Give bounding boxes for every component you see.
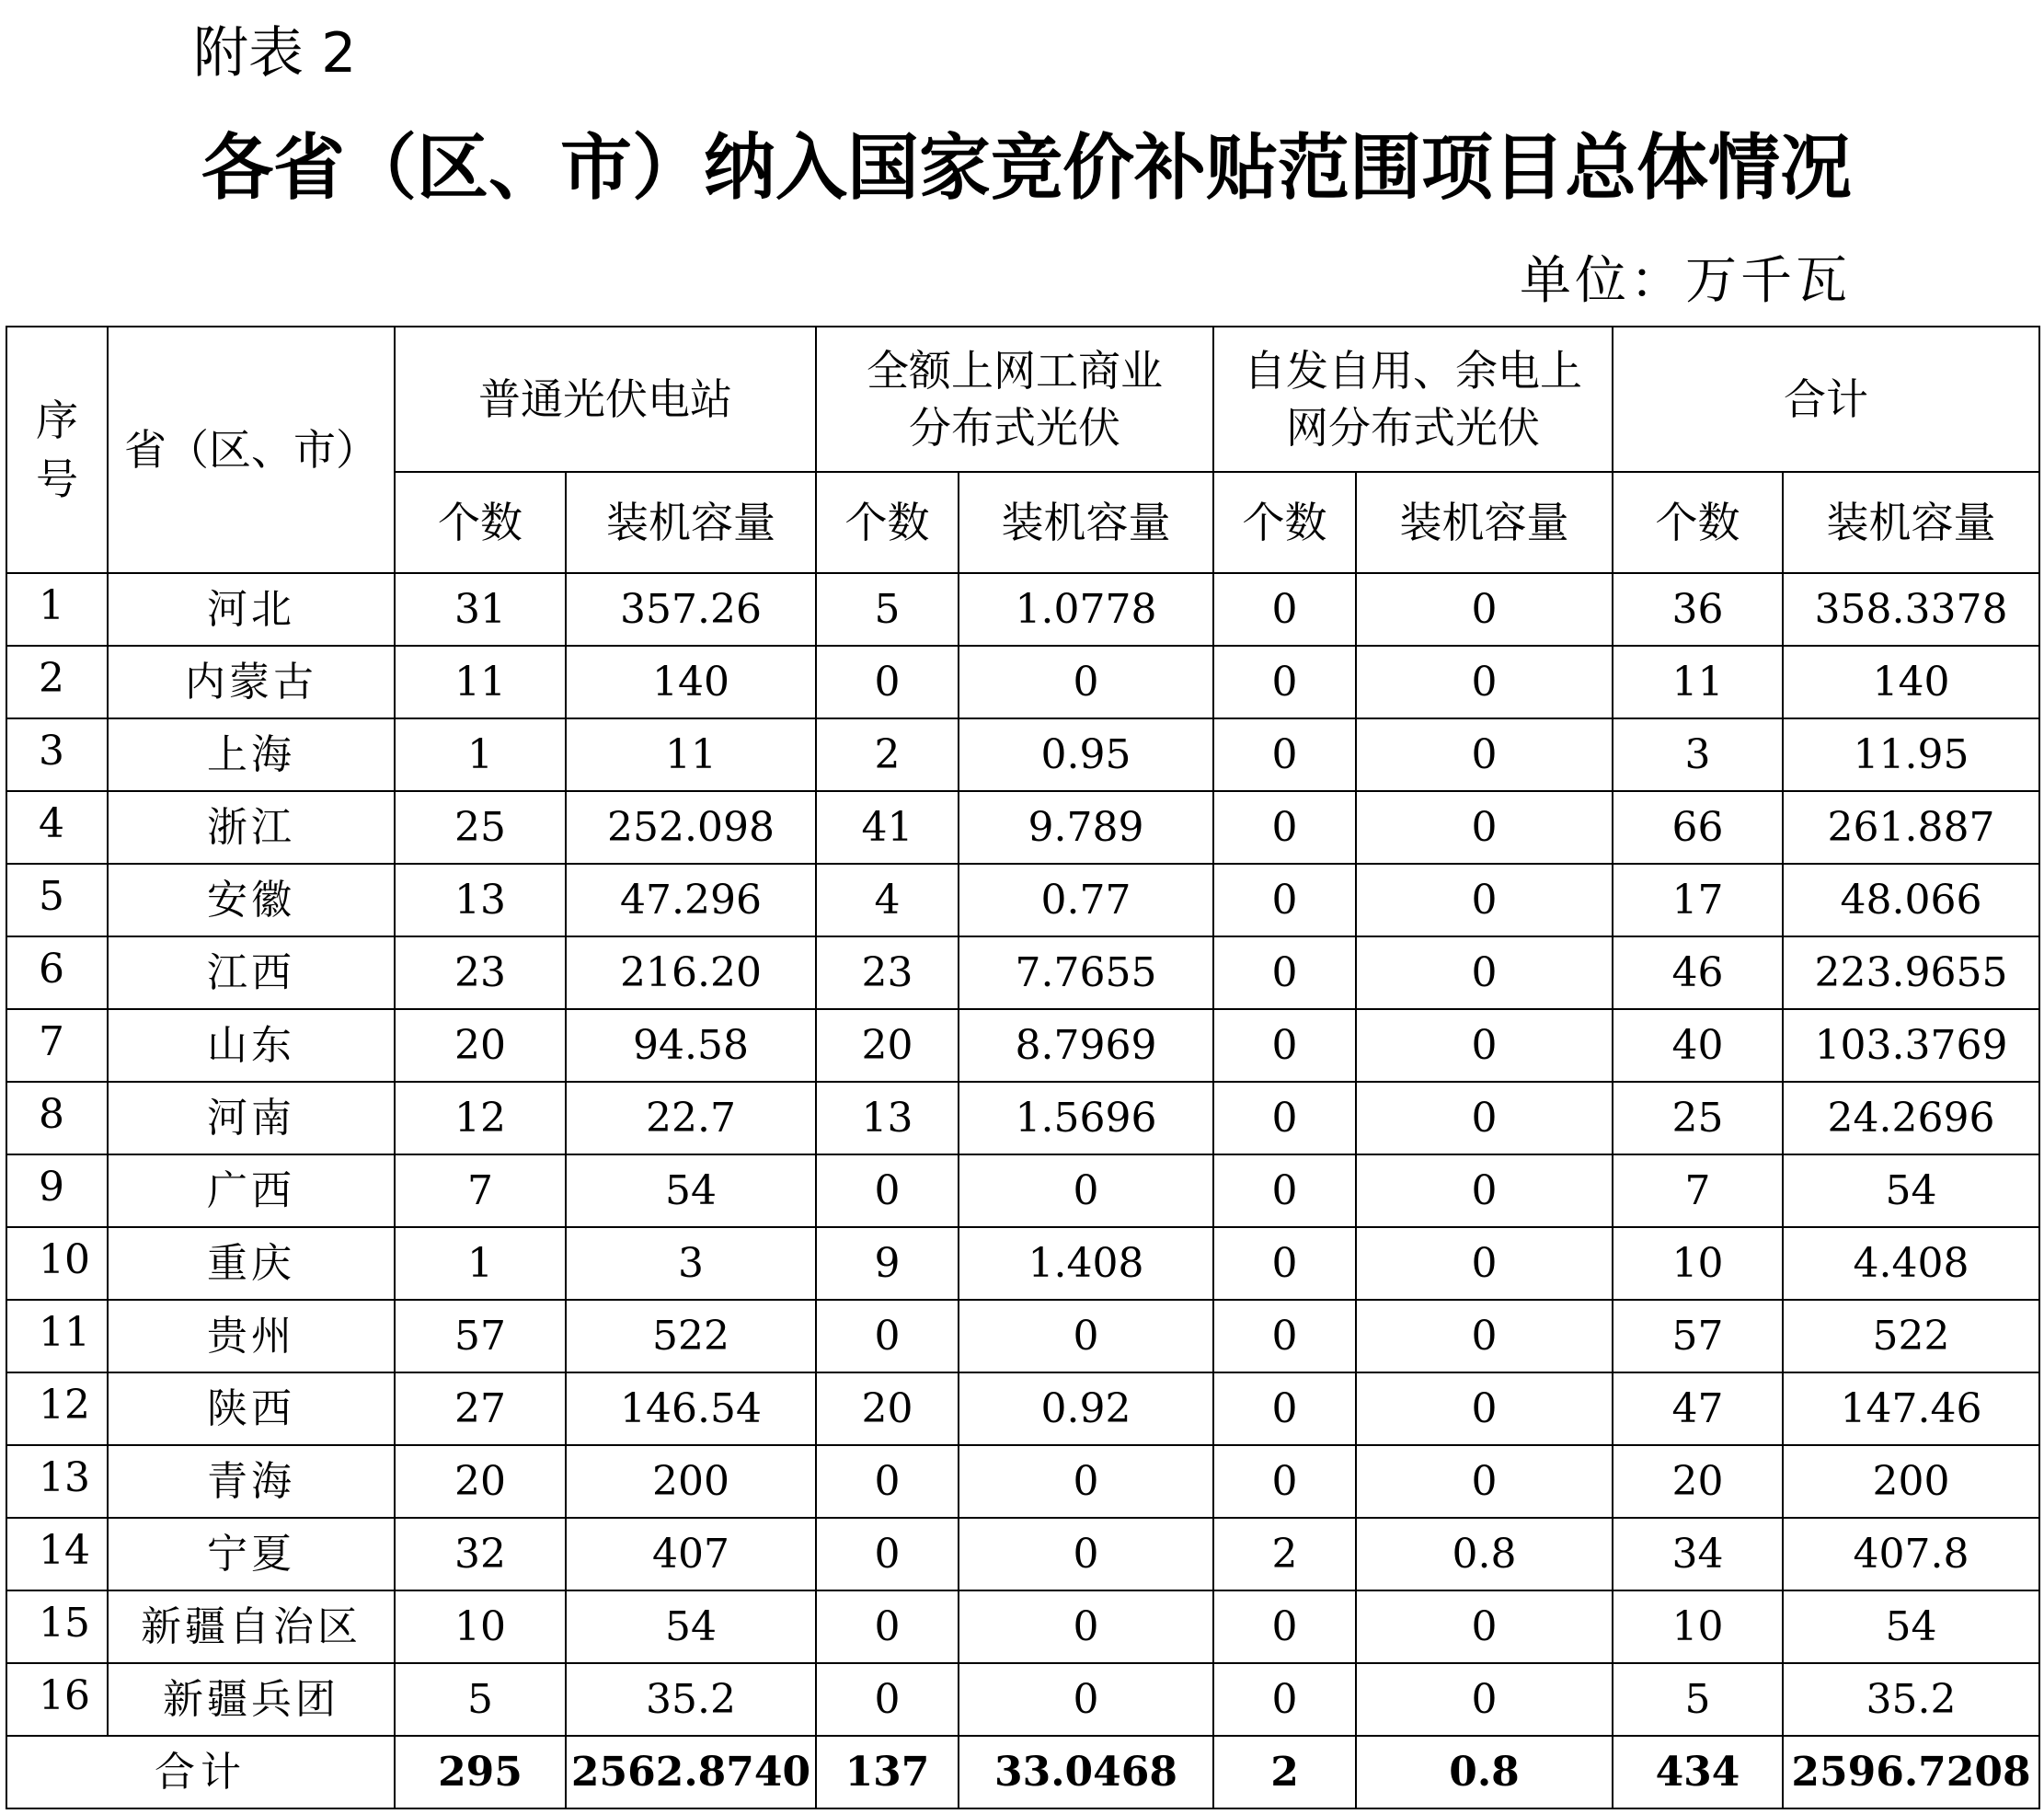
cell-capacity: 261.887	[1783, 791, 2039, 864]
cell-count: 23	[395, 936, 566, 1009]
header-capacity: 装机容量	[1356, 472, 1613, 573]
row-index: 14	[6, 1518, 108, 1590]
header-count: 个数	[1213, 472, 1356, 573]
cell-count: 10	[1613, 1227, 1783, 1300]
header-capacity: 装机容量	[1783, 472, 2039, 573]
cell-capacity: 0	[1356, 1154, 1613, 1227]
cell-count: 11	[395, 646, 566, 718]
row-index: 12	[6, 1372, 108, 1445]
row-index: 5	[6, 864, 108, 936]
cell-count: 4	[816, 864, 959, 936]
cell-capacity: 3	[566, 1227, 816, 1300]
header-group-ground-pv	[395, 327, 816, 472]
total-count: 295	[395, 1736, 566, 1808]
total-label: 合计	[6, 1736, 395, 1808]
row-province: 贵州	[108, 1300, 395, 1372]
row-index: 2	[6, 646, 108, 718]
cell-count: 32	[395, 1518, 566, 1590]
row-province: 河北	[108, 573, 395, 646]
cell-count: 0	[816, 1663, 959, 1736]
total-count: 434	[1613, 1736, 1783, 1808]
total-capacity: 2562.8740	[566, 1736, 816, 1808]
header-count: 个数	[395, 472, 566, 573]
cell-count: 66	[1613, 791, 1783, 864]
cell-capacity: 0.92	[959, 1372, 1213, 1445]
cell-capacity: 1.408	[959, 1227, 1213, 1300]
cell-count: 0	[1213, 1154, 1356, 1227]
cell-count: 0	[1213, 1590, 1356, 1663]
cell-capacity: 0	[1356, 1663, 1613, 1736]
cell-count: 0	[1213, 646, 1356, 718]
row-province: 山东	[108, 1009, 395, 1082]
table-row	[6, 1300, 2039, 1372]
header-count: 个数	[1613, 472, 1783, 573]
cell-count: 25	[395, 791, 566, 864]
cell-capacity: 35.2	[1783, 1663, 2039, 1736]
cell-capacity: 0	[1356, 573, 1613, 646]
row-province: 上海	[108, 718, 395, 791]
cell-count: 13	[816, 1082, 959, 1154]
cell-capacity: 0	[1356, 864, 1613, 936]
row-province: 浙江	[108, 791, 395, 864]
cell-count: 11	[1613, 646, 1783, 718]
cell-count: 57	[1613, 1300, 1783, 1372]
cell-capacity: 9.789	[959, 791, 1213, 864]
cell-count: 5	[1613, 1663, 1783, 1736]
cell-capacity: 0	[1356, 791, 1613, 864]
unit-label: 单位：万千瓦	[1520, 251, 1851, 311]
row-index: 1	[6, 573, 108, 646]
cell-capacity: 0	[959, 1154, 1213, 1227]
cell-capacity: 223.9655	[1783, 936, 2039, 1009]
cell-capacity: 4.408	[1783, 1227, 2039, 1300]
cell-count: 9	[816, 1227, 959, 1300]
cell-count: 20	[816, 1372, 959, 1445]
header-index	[6, 327, 108, 573]
cell-capacity: 0	[1356, 718, 1613, 791]
cell-capacity: 54	[566, 1590, 816, 1663]
row-province: 青海	[108, 1445, 395, 1518]
row-province: 广西	[108, 1154, 395, 1227]
cell-capacity: 0	[1356, 646, 1613, 718]
cell-capacity: 1.0778	[959, 573, 1213, 646]
cell-capacity: 140	[566, 646, 816, 718]
cell-count: 0	[1213, 1663, 1356, 1736]
cell-count: 0	[816, 1518, 959, 1590]
cell-count: 0	[1213, 1082, 1356, 1154]
table-row	[6, 718, 2039, 791]
cell-count: 0	[816, 646, 959, 718]
header-group-total	[1613, 327, 2039, 472]
cell-count: 0	[1213, 718, 1356, 791]
total-capacity: 0.8	[1356, 1736, 1613, 1808]
cell-capacity: 0	[1356, 1372, 1613, 1445]
header-group-label: 全额上网工商业 分布式光伏	[867, 346, 1163, 453]
table-row	[6, 1154, 2039, 1227]
cell-capacity: 0	[959, 1590, 1213, 1663]
cell-capacity: 0.8	[1356, 1518, 1613, 1590]
cell-capacity: 522	[1783, 1300, 2039, 1372]
cell-count: 25	[1613, 1082, 1783, 1154]
cell-count: 20	[395, 1445, 566, 1518]
table-row	[6, 1009, 2039, 1082]
table-row	[6, 791, 2039, 864]
cell-count: 17	[1613, 864, 1783, 936]
header-capacity: 装机容量	[566, 472, 816, 573]
cell-count: 40	[1613, 1009, 1783, 1082]
row-index: 10	[6, 1227, 108, 1300]
total-capacity: 2596.7208	[1783, 1736, 2039, 1808]
cell-capacity: 407	[566, 1518, 816, 1590]
table-row	[6, 573, 2039, 646]
cell-capacity: 0	[959, 1663, 1213, 1736]
cell-capacity: 0	[1356, 1082, 1613, 1154]
cell-count: 0	[1213, 1227, 1356, 1300]
cell-capacity: 48.066	[1783, 864, 2039, 936]
cell-count: 31	[395, 573, 566, 646]
row-province: 新疆自治区	[108, 1590, 395, 1663]
table-row	[6, 1445, 2039, 1518]
cell-capacity: 0	[1356, 1227, 1613, 1300]
cell-capacity: 0	[1356, 1445, 1613, 1518]
row-province: 河南	[108, 1082, 395, 1154]
cell-count: 57	[395, 1300, 566, 1372]
cell-capacity: 22.7	[566, 1082, 816, 1154]
header-count: 个数	[816, 472, 959, 573]
table-row	[6, 936, 2039, 1009]
cell-capacity: 8.7969	[959, 1009, 1213, 1082]
cell-count: 0	[1213, 573, 1356, 646]
total-row	[6, 1736, 2039, 1808]
table-row	[6, 646, 2039, 718]
cell-count: 0	[1213, 1300, 1356, 1372]
row-province: 内蒙古	[108, 646, 395, 718]
cell-capacity: 0	[1356, 1009, 1613, 1082]
table-row	[6, 1372, 2039, 1445]
cell-capacity: 358.3378	[1783, 573, 2039, 646]
cell-capacity: 35.2	[566, 1663, 816, 1736]
row-province: 江西	[108, 936, 395, 1009]
cell-count: 47	[1613, 1372, 1783, 1445]
header-group-commercial-pv	[816, 327, 1213, 472]
cell-count: 20	[816, 1009, 959, 1082]
cell-count: 0	[1213, 791, 1356, 864]
row-province: 宁夏	[108, 1518, 395, 1590]
cell-capacity: 407.8	[1783, 1518, 2039, 1590]
row-province: 新疆兵团	[108, 1663, 395, 1736]
cell-capacity: 54	[1783, 1154, 2039, 1227]
cell-count: 5	[395, 1663, 566, 1736]
total-count: 2	[1213, 1736, 1356, 1808]
table-row	[6, 1590, 2039, 1663]
row-index: 4	[6, 791, 108, 864]
cell-count: 10	[1613, 1590, 1783, 1663]
cell-capacity: 0	[959, 1300, 1213, 1372]
row-index: 7	[6, 1009, 108, 1082]
cell-count: 5	[816, 573, 959, 646]
table-body	[6, 573, 2039, 1808]
row-index: 9	[6, 1154, 108, 1227]
document-title: 各省（区、市）纳入国家竞价补贴范围项目总体情况	[201, 127, 1852, 210]
cell-count: 20	[395, 1009, 566, 1082]
row-index: 11	[6, 1300, 108, 1372]
cell-capacity: 0	[959, 1445, 1213, 1518]
cell-count: 7	[395, 1154, 566, 1227]
cell-count: 0	[816, 1590, 959, 1663]
cell-capacity: 47.296	[566, 864, 816, 936]
cell-capacity: 0	[1356, 936, 1613, 1009]
cell-count: 46	[1613, 936, 1783, 1009]
cell-capacity: 54	[566, 1154, 816, 1227]
cell-count: 20	[1613, 1445, 1783, 1518]
row-province: 安徽	[108, 864, 395, 936]
cell-count: 0	[816, 1154, 959, 1227]
cell-count: 0	[1213, 1372, 1356, 1445]
cell-capacity: 0	[1356, 1300, 1613, 1372]
cell-capacity: 24.2696	[1783, 1082, 2039, 1154]
header-index-label: 序 号	[36, 396, 78, 504]
header-group-label: 合计	[1784, 374, 1868, 424]
table-row	[6, 1082, 2039, 1154]
cell-count: 27	[395, 1372, 566, 1445]
cell-capacity: 357.26	[566, 573, 816, 646]
row-index: 6	[6, 936, 108, 1009]
header-group-label: 自发自用、余电上 网分布式光伏	[1244, 346, 1582, 453]
total-count: 137	[816, 1736, 959, 1808]
cell-count: 0	[816, 1445, 959, 1518]
cell-count: 2	[816, 718, 959, 791]
row-province: 陕西	[108, 1372, 395, 1445]
header-capacity: 装机容量	[959, 472, 1213, 573]
cell-capacity: 0	[959, 646, 1213, 718]
cell-count: 0	[1213, 1445, 1356, 1518]
cell-capacity: 146.54	[566, 1372, 816, 1445]
cell-count: 23	[816, 936, 959, 1009]
cell-capacity: 1.5696	[959, 1082, 1213, 1154]
cell-count: 1	[395, 718, 566, 791]
header-row-groups	[6, 327, 2039, 472]
cell-capacity: 140	[1783, 646, 2039, 718]
cell-capacity: 252.098	[566, 791, 816, 864]
cell-capacity: 200	[566, 1445, 816, 1518]
table-row	[6, 1518, 2039, 1590]
cell-count: 0	[816, 1300, 959, 1372]
row-index: 13	[6, 1445, 108, 1518]
cell-capacity: 200	[1783, 1445, 2039, 1518]
row-index: 8	[6, 1082, 108, 1154]
cell-count: 10	[395, 1590, 566, 1663]
cell-count: 3	[1613, 718, 1783, 791]
appendix-label: 附表 2	[193, 21, 357, 86]
cell-capacity: 7.7655	[959, 936, 1213, 1009]
cell-count: 7	[1613, 1154, 1783, 1227]
table-row	[6, 1663, 2039, 1736]
cell-capacity: 11.95	[1783, 718, 2039, 791]
cell-count: 36	[1613, 573, 1783, 646]
cell-count: 0	[1213, 864, 1356, 936]
cell-count: 2	[1213, 1518, 1356, 1590]
row-province: 重庆	[108, 1227, 395, 1300]
row-index: 15	[6, 1590, 108, 1663]
total-capacity: 33.0468	[959, 1736, 1213, 1808]
header-group-label: 普通光伏电站	[478, 374, 732, 424]
cell-capacity: 54	[1783, 1590, 2039, 1663]
cell-count: 13	[395, 864, 566, 936]
cell-count: 0	[1213, 1009, 1356, 1082]
cell-count: 1	[395, 1227, 566, 1300]
cell-count: 12	[395, 1082, 566, 1154]
cell-capacity: 0	[959, 1518, 1213, 1590]
header-group-self-use-pv	[1213, 327, 1613, 472]
cell-capacity: 11	[566, 718, 816, 791]
cell-capacity: 216.20	[566, 936, 816, 1009]
row-index: 16	[6, 1663, 108, 1736]
cell-capacity: 0.95	[959, 718, 1213, 791]
row-index: 3	[6, 718, 108, 791]
cell-capacity: 522	[566, 1300, 816, 1372]
cell-capacity: 0	[1356, 1590, 1613, 1663]
table-row	[6, 1227, 2039, 1300]
subsidy-table	[6, 326, 2040, 1809]
cell-count: 0	[1213, 936, 1356, 1009]
cell-count: 34	[1613, 1518, 1783, 1590]
cell-capacity: 147.46	[1783, 1372, 2039, 1445]
table-row	[6, 864, 2039, 936]
cell-capacity: 94.58	[566, 1009, 816, 1082]
cell-count: 41	[816, 791, 959, 864]
cell-capacity: 0.77	[959, 864, 1213, 936]
header-province: 省（区、市）	[108, 327, 395, 573]
cell-capacity: 103.3769	[1783, 1009, 2039, 1082]
